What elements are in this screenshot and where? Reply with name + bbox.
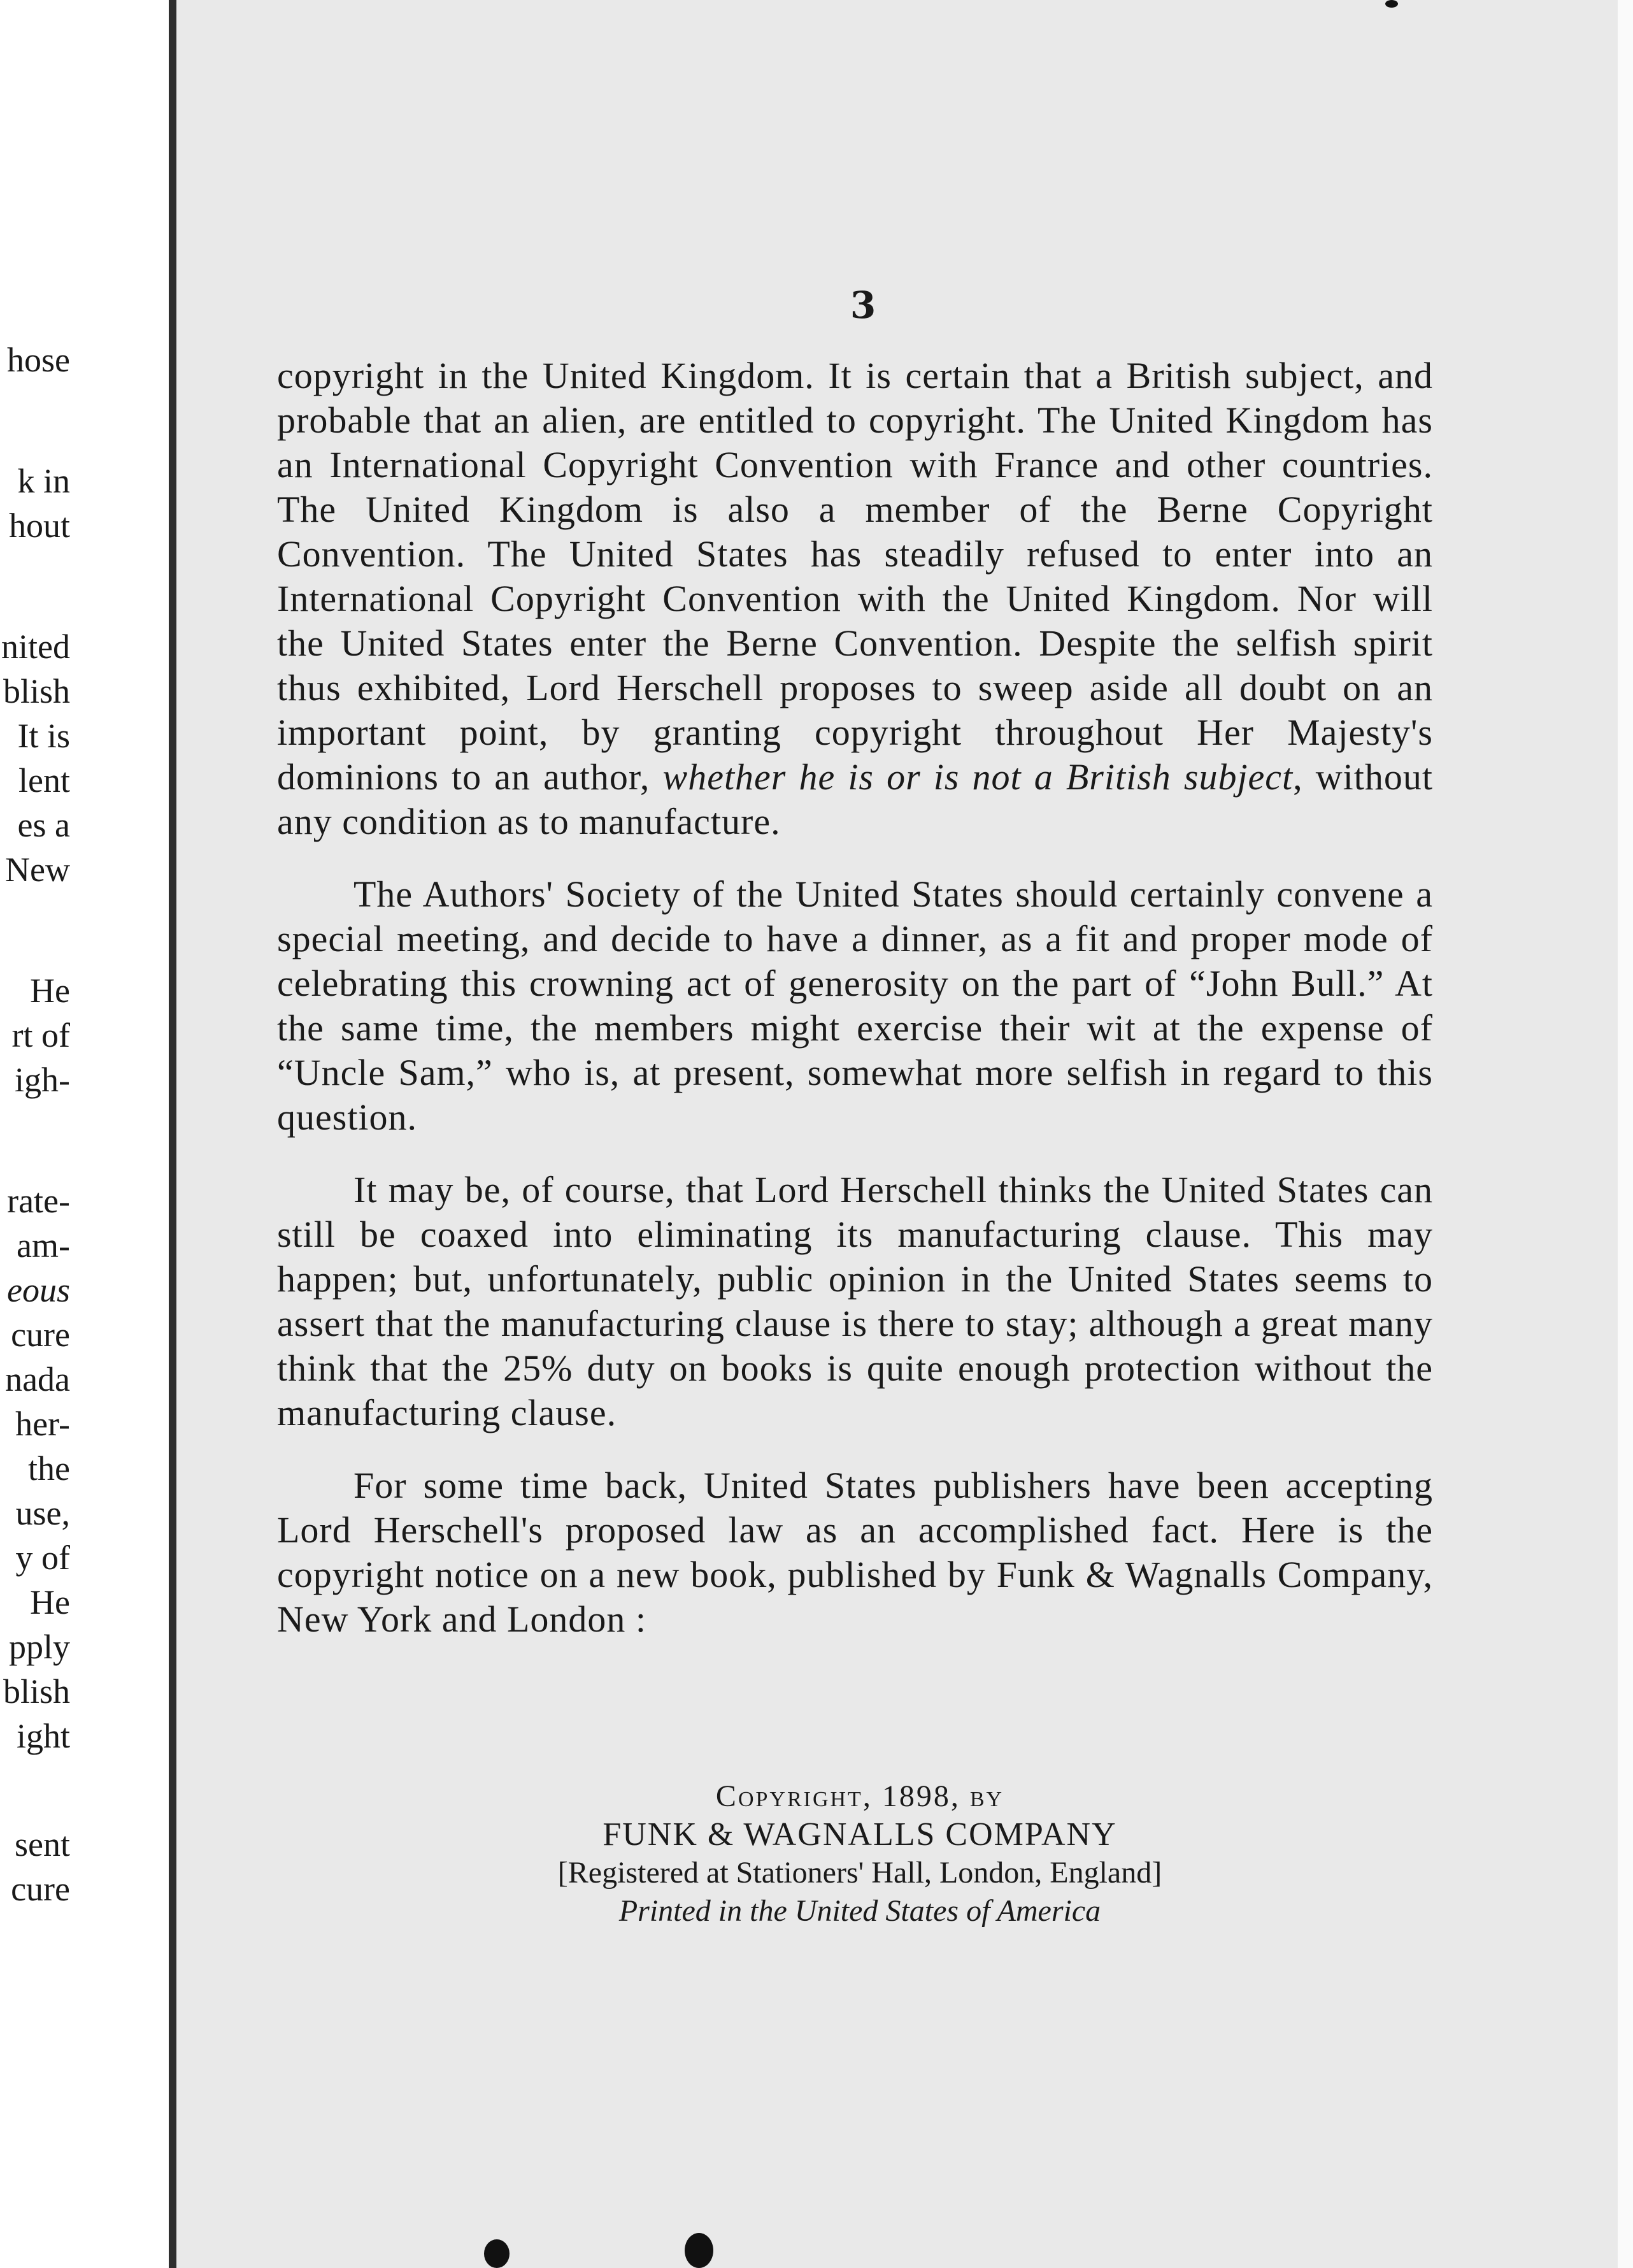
facing-page-fragment: ight: [16, 1717, 70, 1755]
ink-blot-1: [484, 2239, 510, 2268]
facing-page-fragment: k in: [17, 462, 70, 500]
facing-page-fragment: pply: [8, 1628, 70, 1666]
page-gutter-edge: [169, 0, 176, 2268]
facing-page-fragment: It is: [17, 717, 70, 755]
facing-page-fragment: New: [5, 850, 70, 889]
paragraph-1-italic: whether he is or is not a British subject: [662, 756, 1294, 798]
facing-page-fragment: sent: [15, 1825, 70, 1863]
ink-blot-2: [685, 2233, 713, 2268]
facing-page-fragment: blish: [3, 1672, 70, 1711]
registration-line: [Registered at Stationers' Hall, London, England]: [557, 1856, 1162, 1890]
copyright-line: Copyright, 1898, by: [715, 1779, 1004, 1813]
facing-page-fragment: cure: [11, 1316, 70, 1354]
paragraph-2: The Authors' Society of the United States should certainly convene a special meeting, and decide to have a dinner, as a fit and proper mode of celebrating this crowning act of generosity on the part of “John Bull.” At the same time, the members might exercise their wit at the expense of “Uncle Sam,” who is, at present, somewhat more selfish in regard to this question.: [277, 873, 1433, 1138]
paragraph-1: [277, 354, 1433, 844]
publisher-name: FUNK & WAGNALLS COMPANY: [603, 1816, 1117, 1853]
printed-in-line: Printed in the United States of America: [618, 1894, 1101, 1928]
facing-page-fragment: nada: [5, 1360, 70, 1398]
facing-page-fragment: y of: [15, 1539, 70, 1577]
facing-page-fragment: nited: [1, 628, 70, 666]
body-text: [277, 354, 1433, 1670]
paragraph-1-text: copyright in the United Kingdom. It is certain that a British subject, and probable that an alien, are entitled to copyright. The United Kingdom has an International Copyright Convention with France and other countries. The United Kingdom is also a member of the Berne Copyright Convention. The United States has steadily refused to enter into an International Copyright Convention with the United Kingdom. Nor will the United States enter the Berne Convention. Despite the selfish spirit thus exhibited, Lord Herschell proposes to sweep aside all doubt on an important point, by granting copyright throughout Her Majesty's dominions to an author,: [277, 355, 1433, 798]
copyright-notice: [446, 1777, 1274, 1930]
page-right-margin: [1618, 0, 1633, 2268]
facing-page-fragment: igh-: [15, 1061, 70, 1099]
facing-page-fragment: He: [30, 1583, 70, 1621]
facing-page-fragment: blish: [3, 672, 70, 710]
facing-page-fragment: the: [28, 1449, 70, 1488]
facing-page-fragment: cure: [11, 1870, 70, 1908]
facing-page-fragment: es a: [17, 806, 70, 844]
facing-page-fragment: eous: [7, 1271, 70, 1309]
facing-page-fragment: rate-: [7, 1182, 70, 1220]
facing-page-fragment: lent: [18, 761, 70, 800]
facing-page-fragment: her-: [15, 1405, 70, 1443]
ink-blot-3: [1385, 0, 1398, 8]
page-number: 3: [850, 284, 876, 327]
paragraph-4: For some time back, United States publishers have been accepting Lord Herschell's proposed law as an accomplished fact. Here is the copyright notice on a new book, published by Funk & Wagnalls Company, New York and London :: [277, 1465, 1433, 1640]
paragraph-1-end: , without any condition as to manufacture.: [277, 756, 1433, 842]
facing-page-fragment: use,: [15, 1494, 70, 1532]
facing-page-fragment: hose: [7, 341, 70, 379]
facing-page-fragment: hout: [8, 506, 70, 545]
facing-page-fragment: rt of: [11, 1016, 70, 1054]
facing-page-fragment: He: [30, 972, 70, 1010]
facing-page-fragment: am-: [17, 1226, 70, 1265]
paragraph-3: It may be, of course, that Lord Herschell thinks the United States can still be coaxed into eliminating its manufacturing clause. This may happen; but, unfortunately, public opinion in the United States seems to assert that the manufacturing clause is there to stay; although a great many think that the 25% duty on books is quite enough protection without the manufacturing clause.: [277, 1169, 1433, 1433]
